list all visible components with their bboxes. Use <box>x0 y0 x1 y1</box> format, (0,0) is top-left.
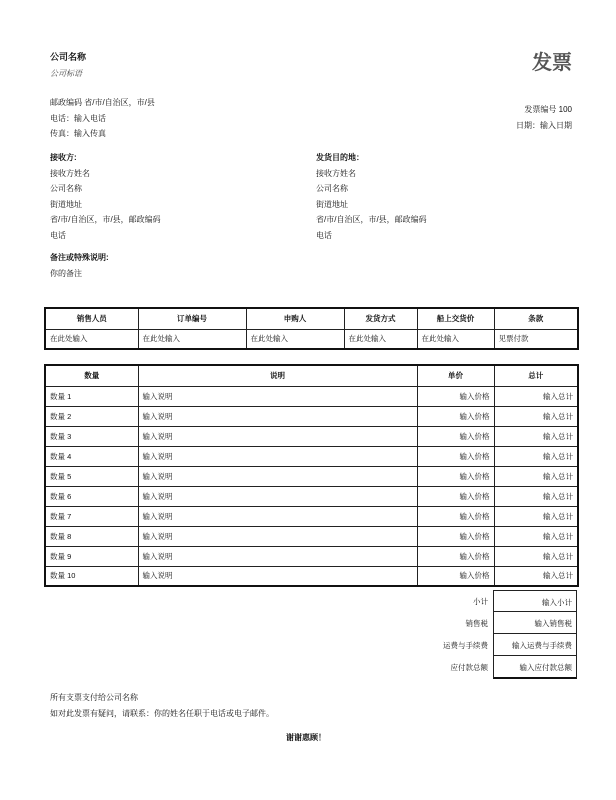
item-cell: 输入说明 <box>138 386 417 406</box>
invoice-date: 日期：输入日期 <box>516 120 572 130</box>
item-cell: 输入总计 <box>494 446 578 466</box>
bill-to-line: 接收方姓名 <box>50 168 90 178</box>
order-header-cell: 销售人员 <box>45 308 138 329</box>
order-header-cell: 申购人 <box>246 308 344 329</box>
ship-to-line: 街道地址 <box>316 199 348 209</box>
items-header-cell: 说明 <box>138 365 417 386</box>
order-value-cell: 在此处输入 <box>138 329 246 349</box>
item-cell: 输入总计 <box>494 526 578 546</box>
invoice-meta <box>372 102 572 133</box>
item-cell: 输入说明 <box>138 406 417 426</box>
order-value-cell: 在此处输入 <box>417 329 494 349</box>
order-header-cell: 订单编号 <box>138 308 246 329</box>
ship-to-line: 电话 <box>316 230 332 240</box>
item-cell: 数量 3 <box>45 426 138 446</box>
bill-to-line: 电话 <box>50 230 66 240</box>
item-cell: 数量 10 <box>45 566 138 586</box>
item-cell: 输入说明 <box>138 446 417 466</box>
table-row <box>45 426 578 446</box>
footer-thanks: 谢谢惠顾！ <box>286 733 326 742</box>
item-cell: 数量 2 <box>45 406 138 426</box>
order-header-cell: 船上交货价 <box>417 308 494 329</box>
bill-to-line: 省/市/自治区，市/县，邮政编码 <box>50 215 161 224</box>
item-cell: 输入总计 <box>494 426 578 446</box>
item-cell: 输入价格 <box>417 546 494 566</box>
item-cell: 输入价格 <box>417 446 494 466</box>
company-phone: 电话：输入电话 <box>50 113 106 123</box>
item-cell: 数量 8 <box>45 526 138 546</box>
bill-to-line: 街道地址 <box>50 199 82 209</box>
items-header-cell: 总计 <box>494 365 578 386</box>
totals-value: 输入运费与手续费 <box>493 634 577 656</box>
item-cell: 输入价格 <box>417 466 494 486</box>
ship-to-lines <box>316 166 427 244</box>
notes <box>50 250 109 281</box>
totals-value: 输入应付款总额 <box>493 656 577 679</box>
ship-to-heading: 发货目的地： <box>316 153 364 162</box>
table-row <box>45 566 578 586</box>
order-value-row <box>45 329 578 349</box>
table-row <box>45 466 578 486</box>
ship-to-line: 省/市/自治区，市/县，邮政编码 <box>316 215 427 224</box>
item-cell: 输入总计 <box>494 486 578 506</box>
company-contact <box>50 95 155 142</box>
item-cell: 数量 4 <box>45 446 138 466</box>
totals-label: 应付款总额 <box>450 663 488 672</box>
item-cell: 数量 5 <box>45 466 138 486</box>
item-cell: 输入价格 <box>417 506 494 526</box>
notes-heading: 备注或特殊说明: <box>50 253 109 262</box>
item-cell: 输入总计 <box>494 406 578 426</box>
order-header-cell: 发货方式 <box>344 308 417 329</box>
item-cell: 输入总计 <box>494 386 578 406</box>
order-value-cell: 在此处输入 <box>246 329 344 349</box>
item-cell: 输入价格 <box>417 566 494 586</box>
company-address: 邮政编码 省/市/自治区，市/县 <box>50 98 155 107</box>
item-cell: 输入价格 <box>417 406 494 426</box>
table-row <box>45 406 578 426</box>
table-row <box>45 526 578 546</box>
totals-label: 销售税 <box>465 619 488 628</box>
notes-text: 你的备注 <box>50 268 82 278</box>
item-cell: 输入说明 <box>138 426 417 446</box>
footer-contact: 如对此发票有疑问，请联系：你的姓名任职于电话或电子邮件。 <box>50 708 274 718</box>
ship-to-line: 接收方姓名 <box>316 168 356 178</box>
company-fax: 传真：输入传真 <box>50 129 106 138</box>
ship-to <box>316 150 427 243</box>
item-cell: 输入总计 <box>494 566 578 586</box>
item-cell: 数量 1 <box>45 386 138 406</box>
table-row <box>45 506 578 526</box>
bill-to-lines <box>50 166 161 244</box>
item-cell: 输入价格 <box>417 486 494 506</box>
item-cell: 输入说明 <box>138 526 417 546</box>
totals-label: 小计 <box>473 597 488 606</box>
item-cell: 输入价格 <box>417 386 494 406</box>
item-cell: 输入价格 <box>417 426 494 446</box>
item-cell: 输入总计 <box>494 506 578 526</box>
item-cell: 输入说明 <box>138 466 417 486</box>
items-header-row <box>45 365 578 386</box>
order-value-cell: 在此处输入 <box>45 329 138 349</box>
item-cell: 数量 6 <box>45 486 138 506</box>
table-row <box>45 546 578 566</box>
bill-to-heading: 接收方: <box>50 153 77 162</box>
table-row <box>45 486 578 506</box>
bill-to-line: 公司名称 <box>50 184 82 193</box>
company-slogan: 公司标语 <box>50 69 82 78</box>
items-table <box>44 364 579 587</box>
order-header-row <box>45 308 578 329</box>
order-table <box>44 307 579 350</box>
footer-checks: 所有支票支付给公司名称 <box>50 693 138 702</box>
item-cell: 数量 9 <box>45 546 138 566</box>
item-cell: 输入总计 <box>494 466 578 486</box>
bill-to <box>50 150 161 243</box>
table-row <box>45 446 578 466</box>
item-cell: 数量 7 <box>45 506 138 526</box>
totals-label: 运费与手续费 <box>443 641 488 650</box>
item-cell: 输入说明 <box>138 486 417 506</box>
order-value-cell: 见票付款 <box>494 329 578 349</box>
order-value-cell: 在此处输入 <box>344 329 417 349</box>
ship-to-line: 公司名称 <box>316 184 348 193</box>
order-header-cell: 条款 <box>494 308 578 329</box>
item-cell: 输入说明 <box>138 566 417 586</box>
item-cell: 输入说明 <box>138 546 417 566</box>
company-name: 公司名称 <box>50 52 87 62</box>
items-header-cell: 数量 <box>45 365 138 386</box>
totals-value: 输入销售税 <box>493 612 577 634</box>
footer <box>50 690 274 721</box>
items-header-cell: 单价 <box>417 365 494 386</box>
item-cell: 输入说明 <box>138 506 417 526</box>
item-cell: 输入总计 <box>494 546 578 566</box>
table-row <box>45 386 578 406</box>
item-cell: 输入价格 <box>417 526 494 546</box>
invoice-title: 发票 <box>532 52 572 74</box>
totals-value: 输入小计 <box>493 590 577 612</box>
invoice-number: 发票编号 100 <box>524 105 572 114</box>
